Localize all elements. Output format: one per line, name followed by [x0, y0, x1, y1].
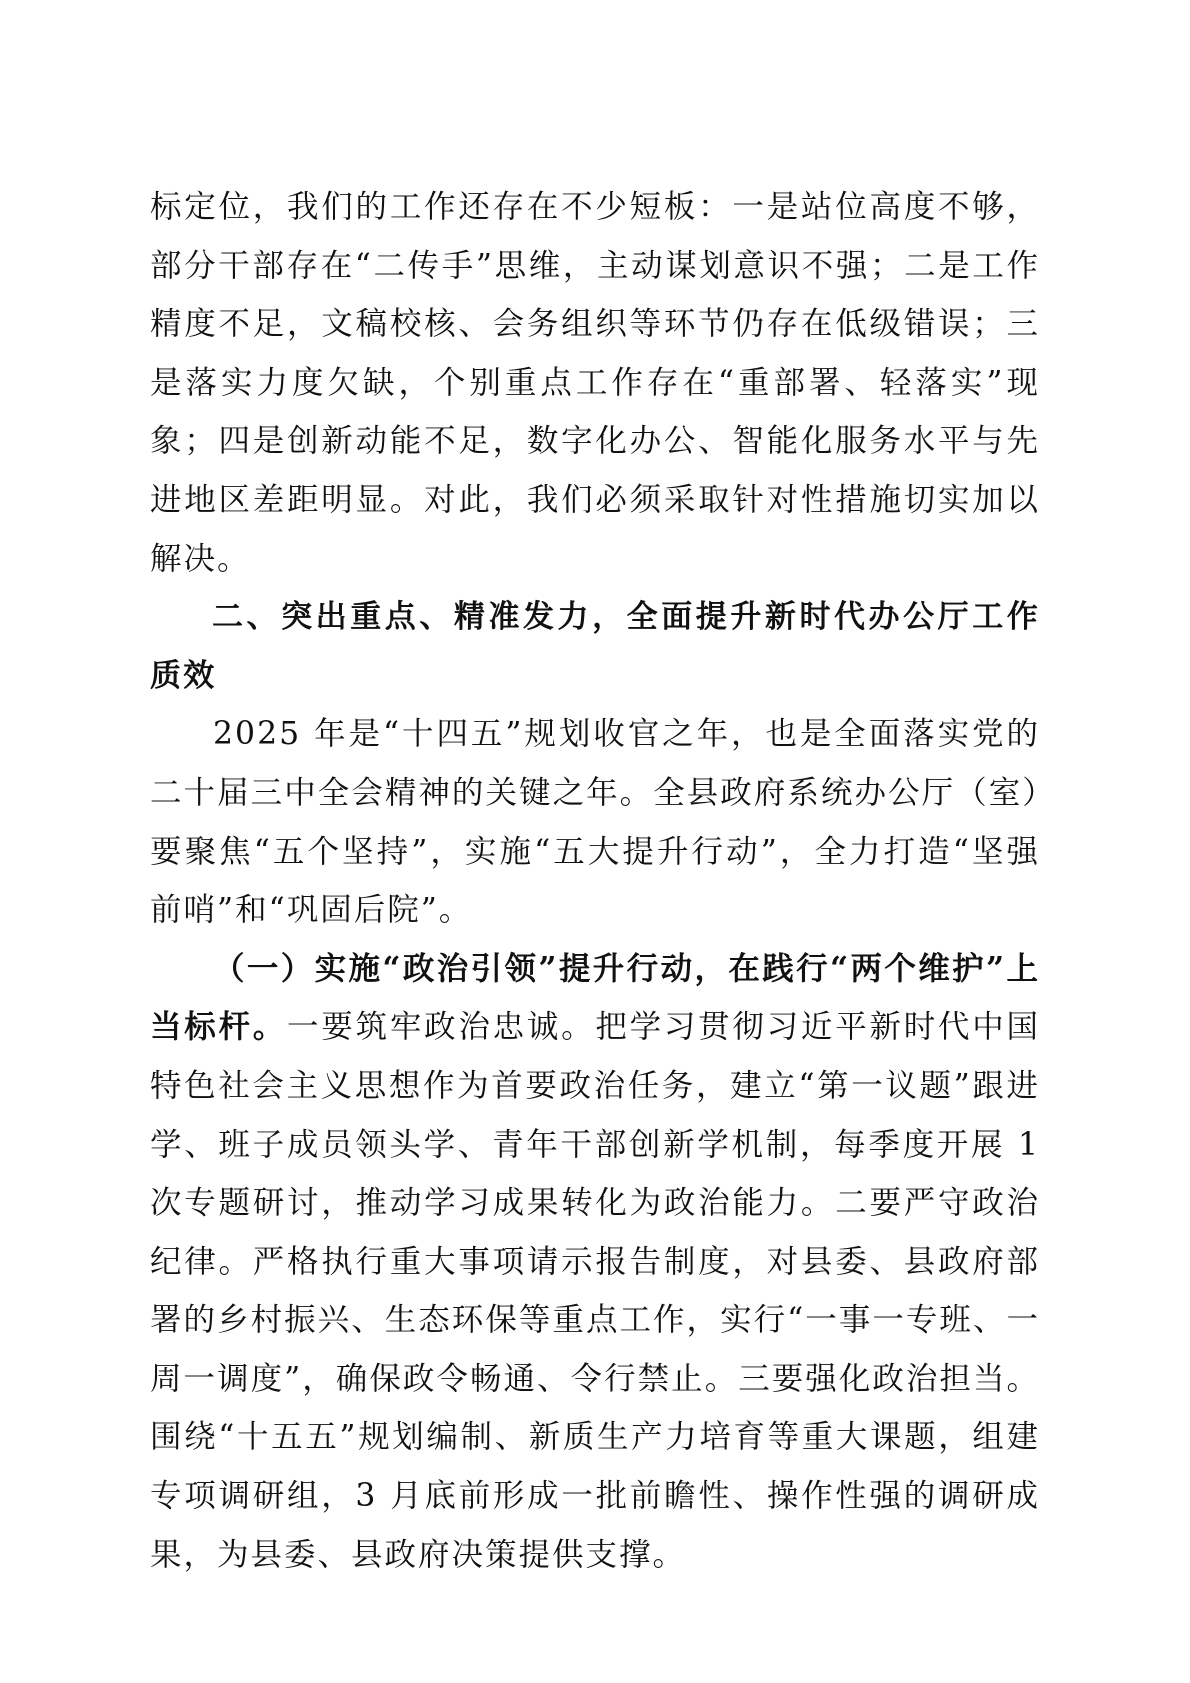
paragraph-political-leadership-body: 一要筑牢政治忠诚。把学习贯彻习近平新时代中国特色社会主义思想作为首要政治任务，建立“第一议题”跟进学、班子成员领头学、青年干部创新学机制，每季度开展 1 次专题研讨，推动学习成果转化为政治能力。二要严守政治纪律。严格执行重大事项请示报告制度，对县委、县政府部署的乡村振兴、生态环保等重点工作，实行“一事一专班、一周一调度”，确保政令畅通、令行禁止。三要强化政治担当。围绕“十五五”规划编制、新质生产力培育等重大课题，组建专项调研组，3 月底前形成一批前瞻性、操作性强的调研成果，为县委、县政府决策提供支撑。 — [150, 1009, 1040, 1573]
subsection-heading-one: （一）实施“政治引领”提升行动，在践行“两个维护”上当标杆。 — [150, 949, 1040, 1046]
paragraph-political-leadership — [150, 940, 1040, 1585]
paragraph-2025-overview: 2025 年是“十四五”规划收官之年，也是全面落实党的二十届三中全会精神的关键之年。全县政府系统办公厅（室）要聚焦“五个坚持”，实施“五大提升行动”，全力打造“坚强前哨”和“巩固后院”。 — [150, 716, 1040, 929]
document-body — [150, 178, 1040, 1584]
paragraph-shortcomings: 标定位，我们的工作还存在不少短板：一是站位高度不够，部分干部存在“二传手”思维，主动谋划意识不强；二是工作精度不足，文稿校核、会务组织等环节仍存在低级错误；三是落实力度欠缺，个别重点工作存在“重部署、轻落实”现象；四是创新动能不足，数字化办公、智能化服务水平与先进地区差距明显。对此，我们必须采取针对性措施切实加以解决。 — [150, 189, 1040, 577]
section-heading-two: 二、突出重点、精准发力，全面提升新时代办公厅工作质效 — [150, 599, 1040, 694]
